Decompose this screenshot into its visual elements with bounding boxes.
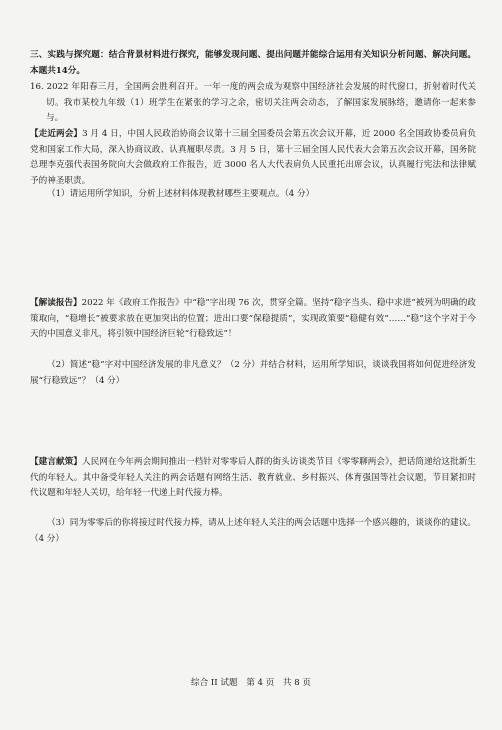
sub-question-1: （1）请运用所学知识，分析上述材料体现教材哪些主要观点。（4 分） bbox=[47, 189, 315, 199]
part2-block bbox=[30, 296, 476, 343]
part3-paragraph bbox=[30, 455, 476, 502]
part1-paragraph bbox=[30, 127, 476, 189]
part3-label: 【建言献策】 bbox=[30, 457, 82, 467]
part3-text: 人民网在今年两会期间推出一档针对零零后人群的街头访谈类节目《零零聊两会》，把话筒递给这批新生代的年轻人。其中备受年轻人关注的两会话题有网络生活、教育就业、乡村振兴、体育强国等社会议题，节目紧扣时代议题和年轻人关切，给年轻一代递上时代接力棒。 bbox=[30, 457, 476, 498]
question-16-intro: 16. 2022 年阳春三月，全国两会胜利召开。一年一度的两会成为观察中国经济社会发展的时代窗口，折射着时代关切。我市某校九年级（1）班学生在紧张的学习之余，密切关注两会动态，了解国家发展脉络，邀请你一起来参与。 bbox=[30, 82, 476, 123]
part1-label: 【走近两会】 bbox=[30, 129, 83, 139]
sub-question-1-block bbox=[30, 187, 476, 203]
part1-block bbox=[30, 127, 476, 189]
section-heading: 三、实践与探究题：结合背景材料进行探究，能够发现问题、提出问题并能综合运用有关知识分析问题、解决问题。本题共14分。 bbox=[30, 50, 476, 76]
sub-question-3: （3）同为零零后的你将接过时代接力棒，请从上述年轻人关注的两会话题中选择一个感兴趣的，谈谈你的建议。（4 分） bbox=[30, 518, 476, 544]
section-heading-block bbox=[30, 48, 476, 79]
part2-text: 2022 年《政府工作报告》中“稳”字出现 76 次，贯穿全篇。坚持“稳字当头、稳中求进”被列为明确的政策取向，“稳增长”被要求放在更加突出的位置；进出口要“保稳提质”，实现政策要“稳健有效”……“稳”这个字对于今天的中国意义非凡，将引领中国经济巨轮“行稳致远”！ bbox=[30, 298, 476, 339]
part2-label: 【解读报告】 bbox=[30, 298, 82, 308]
sub-question-3-block bbox=[30, 516, 476, 547]
sub-question-2: （2）简述“稳”字对中国经济发展的非凡意义？（2 分）并结合材料，运用所学知识，谈谈我国将如何促进经济发展“行稳致远”？（4 分） bbox=[30, 360, 476, 386]
part3-block bbox=[30, 455, 476, 502]
question-16-intro-block bbox=[30, 80, 476, 127]
part2-paragraph bbox=[30, 296, 476, 343]
part1-text: 3 月 4 日，中国人民政治协商会议第十三届全国委员会第五次会议开幕，近 2000 名全国政协委员肩负党和国家工作大局，深入协商议政、认真履职尽责。3 月 5 日，第十三届全国人民代表大会第五次会议开幕，国务院总理李克强代表国务院向大会做政府工作报告，近 3000 名人大代表肩负人民重托出席会议，认真履行宪法和法律赋予的神圣职责。 bbox=[30, 129, 476, 186]
sub-question-2-block bbox=[30, 358, 476, 389]
page-footer: 综合 II 试题 第 4 页 共 8 页 bbox=[190, 678, 312, 688]
